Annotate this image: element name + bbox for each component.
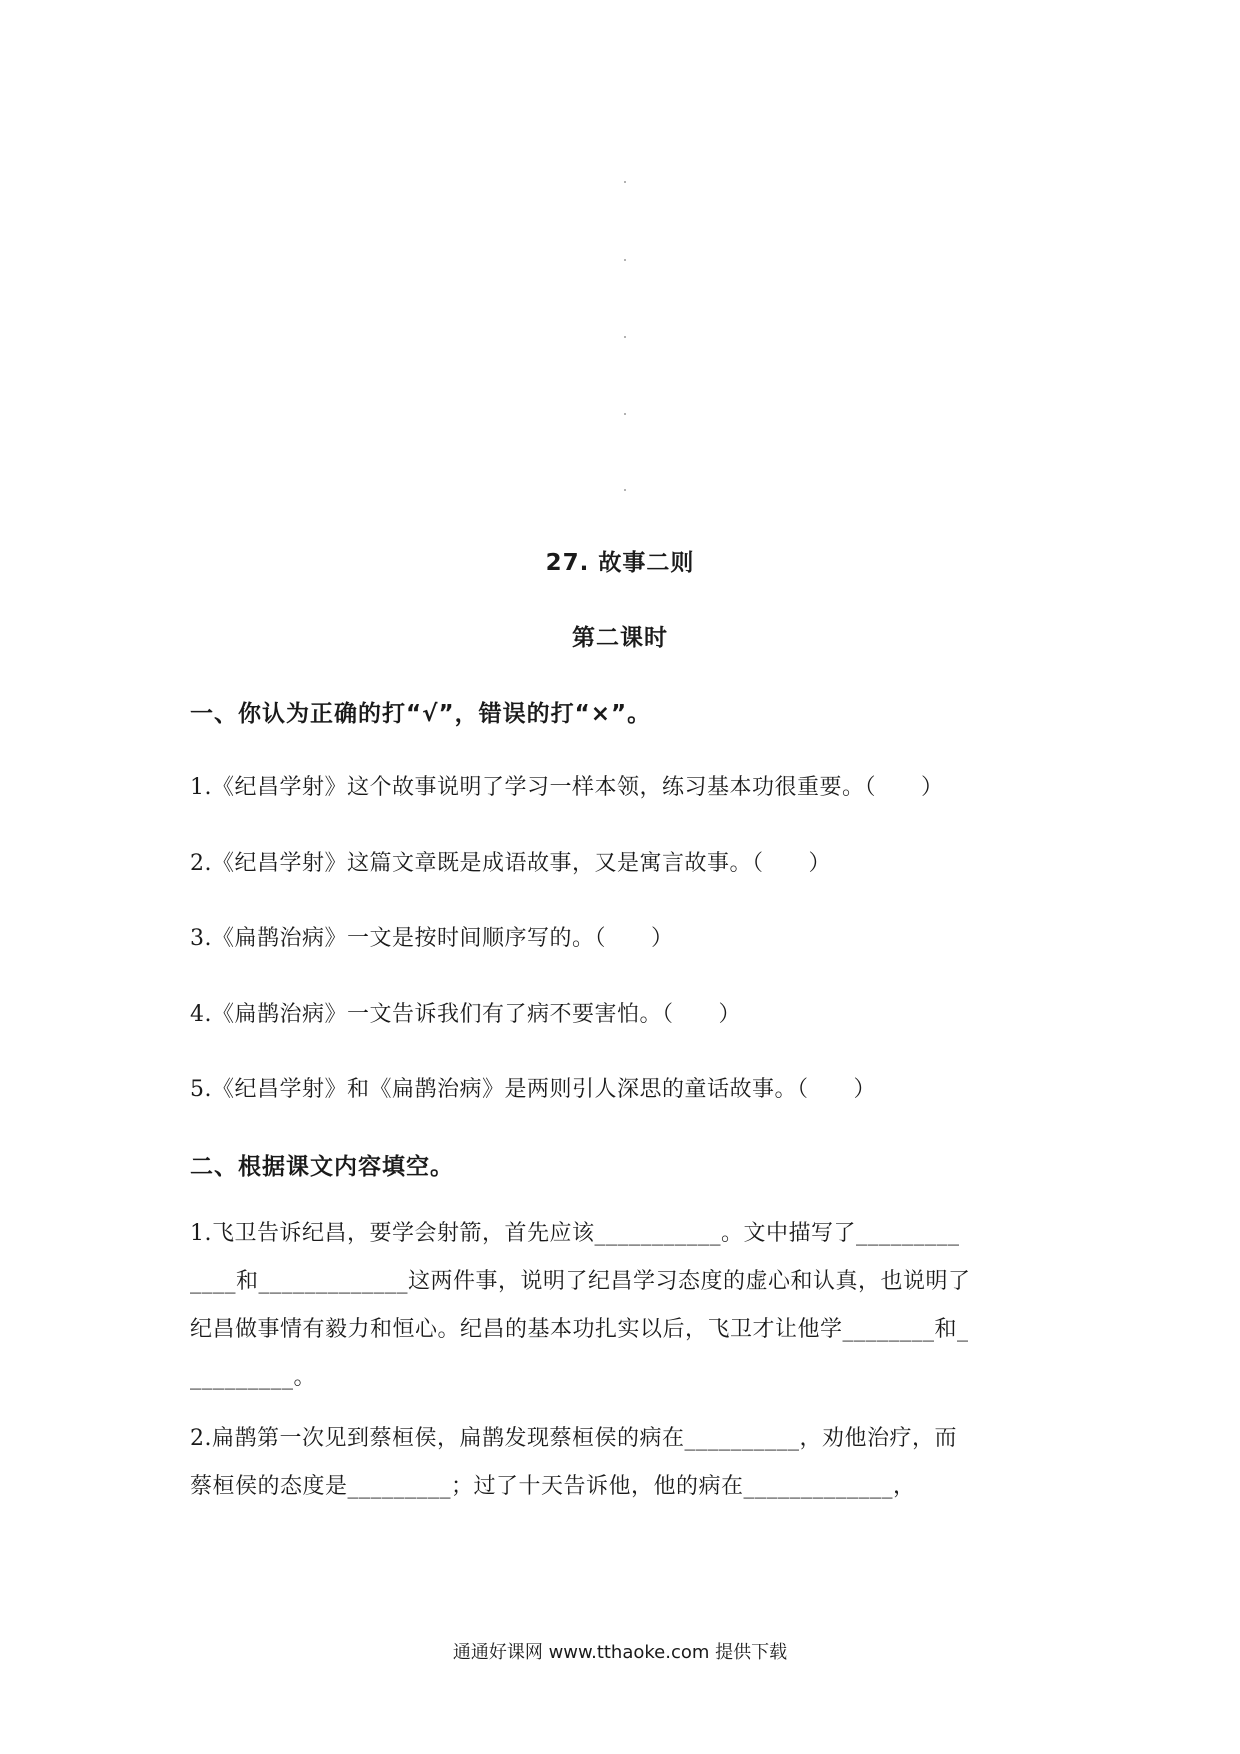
lesson-title: 27. 故事二则: [545, 550, 695, 576]
fill-blank-question-1: [190, 1210, 1070, 1402]
text-line: ____和_____________这两件事，说明了纪昌学习态度的虚心和认真，也说明了: [190, 1269, 971, 1294]
text-line: _________。: [190, 1365, 317, 1390]
footer-source: 通通好课网 www.tthaoke.com 提供下载: [452, 1642, 788, 1663]
scan-dot: [624, 181, 626, 183]
lesson-subtitle: 第二课时: [572, 625, 668, 651]
question-item: 3.《扁鹊治病》一文是按时间顺序写的。（ ）: [190, 926, 674, 951]
scan-dot: [624, 489, 626, 491]
section-1-heading: 一、你认为正确的打“√”，错误的打“×”。: [190, 701, 652, 727]
question-item: 2.《纪昌学射》这篇文章既是成语故事，又是寓言故事。（ ）: [190, 851, 831, 876]
text-line: 蔡桓侯的态度是_________；过了十天告诉他，他的病在_____________，: [190, 1474, 916, 1499]
question-item: 1.《纪昌学射》这个故事说明了学习一样本领，练习基本功很重要。（ ）: [190, 775, 944, 800]
text-line: 纪昌做事情有毅力和恒心。纪昌的基本功扎实以后，飞卫才让他学________和_: [190, 1317, 969, 1342]
question-item: 4.《扁鹊治病》一文告诉我们有了病不要害怕。（ ）: [190, 1002, 741, 1027]
scan-dot: [624, 413, 626, 415]
scan-dot: [624, 259, 626, 261]
scan-dot: [624, 336, 626, 338]
question-item: 5.《纪昌学射》和《扁鹊治病》是两则引人深思的童话故事。（ ）: [190, 1077, 876, 1102]
section-2-heading: 二、根据课文内容填空。: [190, 1154, 454, 1180]
text-line: 1.飞卫告诉纪昌，要学会射箭，首先应该___________。文中描写了_________: [190, 1221, 960, 1246]
fill-blank-question-2: [190, 1415, 1070, 1511]
text-line: 2.扁鹊第一次见到蔡桓侯，扁鹊发现蔡桓侯的病在__________，劝他治疗，而: [190, 1426, 957, 1451]
